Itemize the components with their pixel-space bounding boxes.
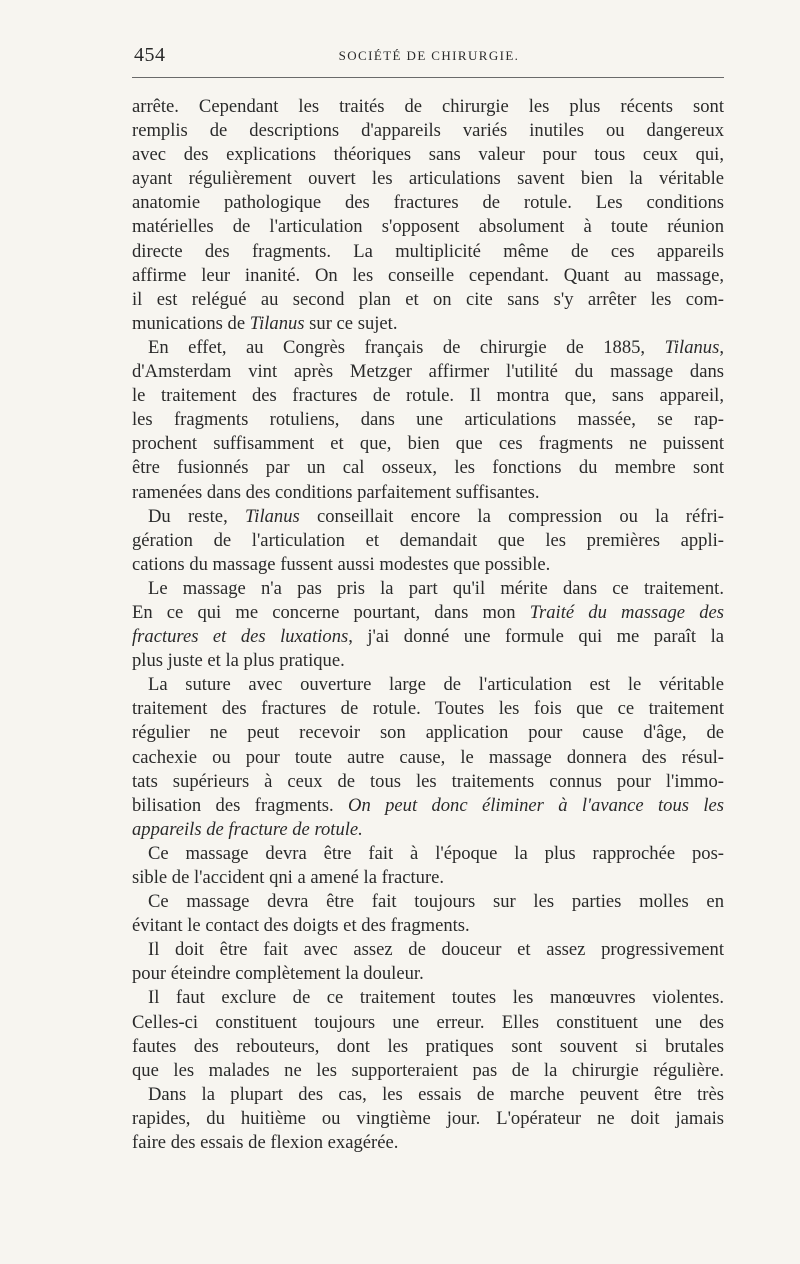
text-line: le traitement des fractures de rotule. Il montra que, sans appareil, xyxy=(132,385,724,407)
text-line: anatomie pathologique des fractures de rotule. Les conditions xyxy=(132,192,724,214)
text-line: d'Amsterdam vint après Metzger affirmer l'utilité du massage dans xyxy=(132,361,724,383)
text-line: remplis de descriptions d'appareils variés inutiles ou dangereux xyxy=(132,120,724,142)
text-line: La suture avec ouverture large de l'articulation est le véritable xyxy=(148,674,724,696)
text-line: munications de Tilanus sur ce sujet. xyxy=(132,312,398,334)
text-line: Ce massage devra être fait toujours sur les parties molles en xyxy=(148,891,724,913)
text-line: gération de l'articulation et demandait que les premières appli- xyxy=(132,529,724,551)
text-line: appareils de fracture de rotule. xyxy=(132,818,363,840)
text-line: rapides, du huitième ou vingtième jour. L'opérateur ne doit jamais xyxy=(132,1107,724,1129)
text-line: pour éteindre complètement la douleur. xyxy=(132,963,424,985)
text-line: tats supérieurs à ceux de tous les traitements connus pour l'immo- xyxy=(132,770,724,792)
text-line: être fusionnés par un cal osseux, les fonctions du membre sont xyxy=(132,457,724,479)
body-text xyxy=(132,95,724,1155)
text-line: que les malades ne les supporteraient pas de la chirurgie régulière. xyxy=(132,1059,724,1081)
text-line: cations du massage fussent aussi modestes que possible. xyxy=(132,553,551,575)
text-line: plus juste et la plus pratique. xyxy=(132,650,345,672)
text-line: Dans la plupart des cas, les essais de marche peuvent être très xyxy=(148,1083,724,1105)
text-line: ayant régulièrement ouvert les articulations savent bien la véritable xyxy=(132,168,724,190)
running-head: SOCIÉTÉ DE CHIRURGIE. xyxy=(338,48,520,63)
text-line: Il doit être fait avec assez de douceur et assez progressivement xyxy=(148,939,724,961)
text-line: faire des essais de flexion exagérée. xyxy=(132,1132,399,1154)
text-line: fautes des rebouteurs, dont les pratiques sont souvent si brutales xyxy=(132,1035,724,1057)
text-line: régulier ne peut recevoir son application pour cause d'âge, de xyxy=(132,722,724,744)
text-line: En effet, au Congrès français de chirurgie de 1885, Tilanus, xyxy=(148,336,724,358)
page-header xyxy=(134,44,724,74)
text-line: matérielles de l'articulation s'opposent absolument à toute réunion xyxy=(132,216,724,238)
text-line: Il faut exclure de ce traitement toutes les manœuvres violentes. xyxy=(148,987,724,1009)
text-line: fractures et des luxations, j'ai donné une formule qui me paraît la xyxy=(132,626,724,648)
text-line: En ce qui me concerne pourtant, dans mon Traité du massage des xyxy=(132,601,724,623)
text-line: affirme leur inanité. On les conseille cependant. Quant au massage, xyxy=(132,264,724,286)
text-line: cachexie ou pour toute autre cause, le massage donnera des résul- xyxy=(132,746,724,768)
text-line: Celles-ci constituent toujours une erreur. Elles constituent une des xyxy=(132,1011,724,1033)
text-line: traitement des fractures de rotule. Toutes les fois que ce traitement xyxy=(132,698,724,720)
text-line: sible de l'accident qni a amené la fracture. xyxy=(132,867,445,888)
text-line: directe des fragments. La multiplicité même de ces appareils xyxy=(132,240,724,262)
text-line: ramenées dans des conditions parfaitement suffisantes. xyxy=(132,481,540,503)
text-line: évitant le contact des doigts et des fragments. xyxy=(132,915,470,937)
text-line: avec des explications théoriques sans valeur pour tous ceux qui, xyxy=(132,144,724,166)
text-line: Ce massage devra être fait à l'époque la plus rapprochée pos- xyxy=(148,842,724,864)
text-line: bilisation des fragments. On peut donc éliminer à l'avance tous les xyxy=(132,794,724,816)
text-line: les fragments rotuliens, dans une articulations massée, se rap- xyxy=(132,409,724,431)
page-number: 454 xyxy=(134,44,166,66)
text-line: Le massage n'a pas pris la part qu'il mérite dans ce traitement. xyxy=(148,577,724,599)
text-line: arrête. Cependant les traités de chirurgie les plus récents sont xyxy=(132,96,724,117)
text-line: prochent suffisamment et que, bien que ces fragments ne puissent xyxy=(132,433,724,455)
text-line: Du reste, Tilanus conseillait encore la compression ou la réfri- xyxy=(148,505,724,527)
header-rule xyxy=(132,77,724,78)
text-line: il est relégué au second plan et on cite sans s'y arrêter les com- xyxy=(132,288,724,310)
